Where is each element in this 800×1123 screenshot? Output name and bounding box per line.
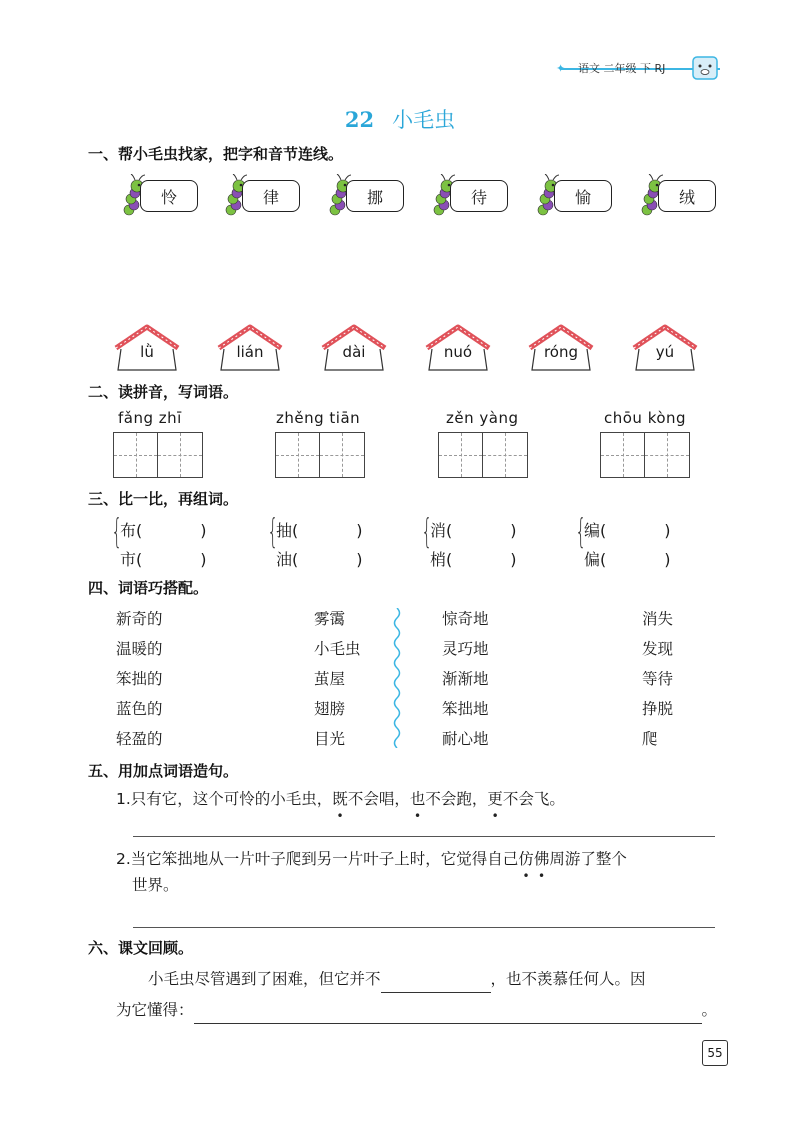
writing-grid-1[interactable] bbox=[113, 432, 203, 478]
match-word-col3[interactable]: 耐心地 bbox=[442, 730, 489, 748]
pair2-top: 抽( ) bbox=[276, 521, 363, 540]
emph-word-fang: 仿 bbox=[518, 850, 534, 868]
brace-1: { bbox=[111, 512, 123, 552]
answer-line-2[interactable] bbox=[133, 927, 715, 928]
blank-2[interactable] bbox=[194, 997, 702, 1024]
pair2-bottom: 油( ) bbox=[276, 550, 363, 569]
review-line-1: 小毛虫尽管遇到了困难，但它并不 ，也不羡慕任何人。因 bbox=[148, 966, 646, 993]
match-word-col1[interactable]: 笨拙的 bbox=[116, 670, 163, 688]
emph-word-geng: 更 bbox=[487, 790, 503, 808]
pinyin-2: zhěng tiān bbox=[276, 409, 361, 427]
match-word-col1[interactable]: 新奇的 bbox=[116, 610, 163, 628]
character-box[interactable]: 律 bbox=[242, 180, 300, 212]
section4-heading: 四、词语巧搭配。 bbox=[88, 579, 209, 597]
match-word-col4[interactable]: 发现 bbox=[642, 640, 674, 658]
lesson-number: 22 bbox=[344, 107, 375, 132]
match-word-col4[interactable]: 挣脱 bbox=[642, 700, 674, 718]
emph-word-ji: 既 bbox=[332, 790, 348, 808]
match-word-col2[interactable]: 雾霭 bbox=[314, 610, 346, 628]
header-subject: 语文 二年级 下 RJ bbox=[578, 62, 666, 75]
match-word-col1[interactable]: 蓝色的 bbox=[116, 700, 163, 718]
pair4-bottom: 偏( ) bbox=[584, 550, 671, 569]
syllable-label: lǜ bbox=[140, 343, 154, 361]
review-line-2: 为它懂得： 。 bbox=[116, 997, 717, 1024]
syllable-label: róng bbox=[543, 343, 579, 361]
header-star-icon: ✦ bbox=[556, 62, 566, 75]
pinyin-3: zěn yàng bbox=[446, 409, 519, 427]
page-title bbox=[0, 104, 800, 134]
section6-heading: 六、课文回顾。 bbox=[88, 939, 194, 957]
character-box[interactable]: 待 bbox=[450, 180, 508, 212]
pair1-bottom: 市( ) bbox=[120, 550, 207, 569]
character-box[interactable]: 挪 bbox=[346, 180, 404, 212]
pinyin-1: fǎng zhī bbox=[118, 409, 182, 427]
pair3-bottom: 梢( ) bbox=[430, 550, 517, 569]
blank-1[interactable] bbox=[381, 966, 491, 993]
match-word-col4[interactable]: 消失 bbox=[642, 610, 674, 628]
match-word-col4[interactable]: 等待 bbox=[642, 670, 674, 688]
pair1-top: 布( ) bbox=[120, 521, 207, 540]
syllable-label: dài bbox=[342, 343, 366, 361]
writing-grid-2[interactable] bbox=[275, 432, 365, 478]
pinyin-4: chōu kòng bbox=[604, 409, 687, 427]
question-1: 1.只有它，这个可怜的小毛虫，既不会唱，也不会跑，更不会飞。 bbox=[116, 790, 565, 808]
match-word-col3[interactable]: 惊奇地 bbox=[442, 610, 489, 628]
match-word-col3[interactable]: 笨拙地 bbox=[442, 700, 489, 718]
wavy-divider bbox=[392, 608, 402, 748]
writing-grid-3[interactable] bbox=[438, 432, 528, 478]
match-word-col4[interactable]: 爬 bbox=[642, 730, 658, 748]
question-2: 2.当它笨拙地从一片叶子爬到另一片叶子上时，它觉得自己仿佛周游了整个 世界。 bbox=[116, 850, 627, 894]
syllable-label: yú bbox=[655, 343, 675, 361]
writing-grid-4[interactable] bbox=[600, 432, 690, 478]
section1-heading: 一、帮小毛虫找家，把字和音节连线。 bbox=[88, 145, 344, 163]
character-box[interactable]: 绒 bbox=[658, 180, 716, 212]
section2-heading: 二、读拼音，写词语。 bbox=[88, 383, 239, 401]
emph-word-fu: 佛 bbox=[533, 850, 550, 868]
bear-mascot-icon bbox=[692, 56, 718, 80]
match-word-col2[interactable]: 翅膀 bbox=[314, 700, 346, 718]
character-box[interactable]: 怜 bbox=[140, 180, 198, 212]
match-word-col1[interactable]: 温暖的 bbox=[116, 640, 163, 658]
brace-3: { bbox=[421, 512, 433, 552]
answer-line-1[interactable] bbox=[133, 836, 715, 837]
section3-heading: 三、比一比，再组词。 bbox=[88, 490, 239, 508]
pair3-top: 消( ) bbox=[430, 521, 517, 540]
match-word-col1[interactable]: 轻盈的 bbox=[116, 730, 163, 748]
pair4-top: 编( ) bbox=[584, 521, 671, 540]
match-word-col3[interactable]: 灵巧地 bbox=[442, 640, 489, 658]
brace-2: { bbox=[267, 512, 279, 552]
section5-heading: 五、用加点词语造句。 bbox=[88, 762, 239, 780]
page-number: 55 bbox=[702, 1040, 728, 1066]
match-word-col3[interactable]: 渐渐地 bbox=[442, 670, 489, 688]
syllable-label: lián bbox=[236, 343, 264, 361]
match-word-col2[interactable]: 小毛虫 bbox=[314, 640, 361, 658]
match-word-col2[interactable]: 目光 bbox=[314, 730, 346, 748]
emph-word-ye: 也 bbox=[409, 790, 426, 808]
syllable-label: nuó bbox=[443, 343, 473, 361]
lesson-title: 小毛虫 bbox=[392, 108, 456, 132]
character-box[interactable]: 愉 bbox=[554, 180, 612, 212]
match-word-col2[interactable]: 茧屋 bbox=[314, 670, 346, 688]
brace-4: { bbox=[575, 512, 587, 552]
